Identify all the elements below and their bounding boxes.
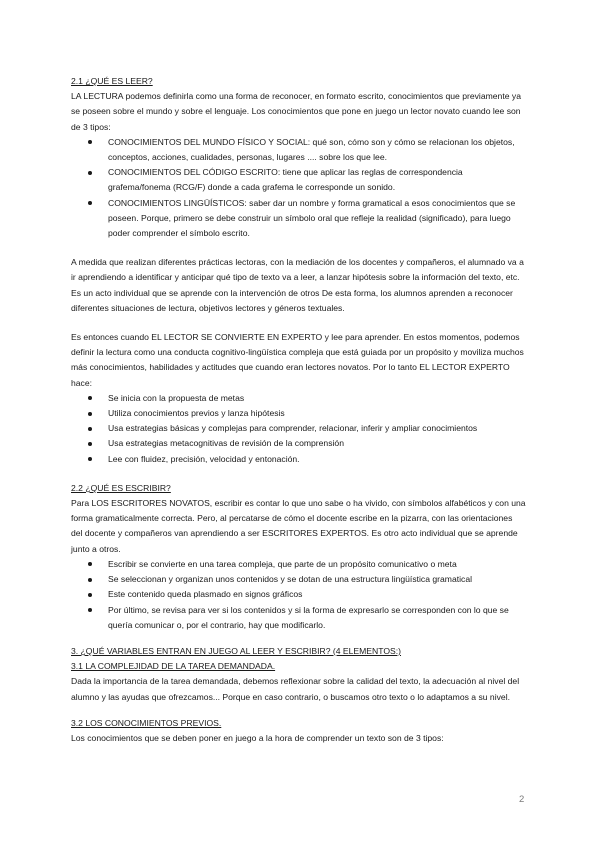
- list-item: Se inicia con la propuesta de metas: [71, 391, 526, 406]
- section-2-2-intro: Para LOS ESCRITORES NOVATOS, escribir es contar lo que uno sabe o ha vivido, con símbolos alfabéticos y con una forma gramaticalmente correcta. Pero, al percatarse de cómo el docente escribe en la pizarra, con las orientaciones del docente y compañeros van aprendiendo a ser ESCRITORES EXPERTOS. Es otro acto individual que se aprende junto a otros.: [71, 498, 526, 554]
- list-item: Usa estrategias básicas y complejas para comprender, relacionar, inferir y ampliar conocimientos: [71, 421, 526, 436]
- list-item: Escribir se convierte en una tarea compleja, que parte de un propósito comunicativo o meta: [71, 557, 526, 572]
- document-page: [71, 74, 526, 746]
- list-item: Utiliza conocimientos previos y lanza hipótesis: [71, 406, 526, 421]
- list-item: Usa estrategias metacognitivas de revisión de la comprensión: [71, 436, 526, 451]
- list-item: Se seleccionan y organizan unos contenidos y se dotan de una estructura lingüística gramatical: [71, 572, 526, 587]
- section-2-2-heading: 2.2 ¿QUÉ ES ESCRIBIR?: [71, 482, 171, 493]
- list-item: CONOCIMIENTOS DEL MUNDO FÍSICO Y SOCIAL: qué son, cómo son y cómo se relacionan los objetos, conceptos, acciones, cualidades, personas, lugares .... sobre los que lee.: [71, 135, 526, 165]
- list-item: CONOCIMIENTOS DEL CÓDIGO ESCRITO: tiene que aplicar las reglas de correspondencia grafema/fonema (RCG/F) donde a cada grafema le corresponde un sonido.: [71, 165, 526, 195]
- section-3-1-heading: 3.1 LA COMPLEJIDAD DE LA TAREA DEMANDADA.: [71, 661, 276, 672]
- section-2-1-intro: LA LECTURA podemos definirla como una forma de reconocer, en formato escrito, conocimientos que previamente ya se poseen sobre el mundo y sobre el lenguaje. Los conocimientos que pone en juego un lector novato cuando lee son de 3 tipos:: [71, 91, 521, 132]
- section-3-heading: 3. ¿QUÉ VARIABLES ENTRAN EN JUEGO AL LEER Y ESCRIBIR? (4 ELEMENTOS:): [71, 645, 402, 656]
- section-2-1-paragraph-2: A medida que realizan diferentes prácticas lectoras, con la mediación de los docentes y compañeros, el alumnado va a ir aprendiendo a identificar y anticipar qué tipo de texto va a leer, a lanzar hipótesis sobre la información del texto, etc. Es un acto individual que se aprende con la intervención de otros De esta forma, los alumnos aprenden a reconocer diferentes situaciones de lectura, objetivos lectores y géneros textuales.: [71, 257, 524, 313]
- list-item: Lee con fluidez, precisión, velocidad y entonación.: [71, 452, 526, 467]
- list-item: CONOCIMIENTOS LINGÜÍSTICOS: saber dar un nombre y forma gramatical a esos conocimientos que se poseen. Porque, primero se debe construir un símbolo oral que refleje la realidad (significado), para luego poder comprender el símbolo escrito.: [71, 196, 526, 242]
- section-3-2-text: Los conocimientos que se deben poner en juego a la hora de comprender un texto son de 3 tipos:: [71, 732, 444, 743]
- list-item: Por último, se revisa para ver si los contenidos y si la forma de expresarlo se corresponden con lo que se quería comunicar o, por el contrario, hay que modificarlo.: [71, 603, 526, 633]
- expert-reader-list: [71, 391, 526, 467]
- section-2-1-heading: 2.1 ¿QUÉ ES LEER?: [71, 76, 153, 86]
- section-3-2-heading: 3.2 LOS CONOCIMIENTOS PREVIOS.: [71, 717, 222, 728]
- reader-knowledge-list: [71, 135, 526, 241]
- writing-steps-list: [71, 557, 526, 633]
- list-item: Este contenido queda plasmado en signos gráficos: [71, 587, 526, 602]
- section-2-1-paragraph-3: Es entonces cuando EL LECTOR SE CONVIERTE EN EXPERTO y lee para aprender. En estos momentos, podemos definir la lectura como una conducta cognitivo-lingüística compleja que está guiada por un propósito y moviliza muchos más conocimientos, habilidades y actitudes que cuando eran lectores novatos. Por lo tanto EL LECTOR EXPERTO hace:: [71, 332, 524, 388]
- page-number: 2: [519, 794, 525, 805]
- section-3-1-text: Dada la importancia de la tarea demandada, debemos reflexionar sobre la calidad del texto, la adecuación al nivel del alumno y las ayudas que ofrezcamos... Porque en caso contrario, o buscamos otro texto o lo adaptamos a su nivel.: [71, 676, 520, 702]
